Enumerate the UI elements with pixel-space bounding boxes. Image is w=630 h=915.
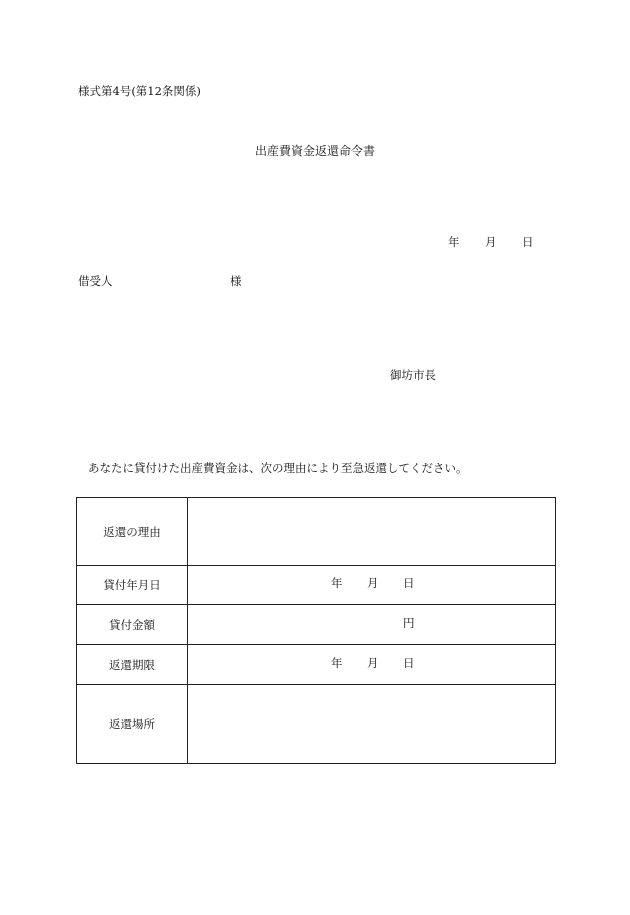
- table-row: [77, 645, 556, 685]
- repayment-info-table: [76, 497, 556, 764]
- reason-label: 返還の理由: [77, 498, 188, 566]
- loan-date-day: 日: [403, 576, 415, 590]
- reason-value: [188, 498, 556, 566]
- deadline-day: 日: [403, 655, 415, 670]
- table-row: [77, 605, 556, 645]
- deadline-value: [188, 645, 556, 685]
- place-value: [188, 685, 556, 764]
- form-number: 様式第4号(第12条関係): [78, 84, 201, 98]
- loan-date-month: 月: [367, 576, 379, 590]
- loan-date-year: 年: [331, 576, 343, 590]
- table-row: [77, 498, 556, 566]
- intro-text: あなたに貸付けた出産費資金は、次の理由により至急返還してください。: [88, 461, 468, 475]
- table-row: [77, 685, 556, 764]
- loan-amount-label: 貸付金額: [77, 605, 188, 645]
- issue-date-month: 月: [485, 235, 497, 249]
- deadline-label: 返還期限: [77, 645, 188, 685]
- table-row: [77, 566, 556, 605]
- borrower-honorific: 様: [230, 274, 242, 288]
- loan-amount-value: [188, 605, 556, 645]
- borrower-label: 借受人: [78, 274, 113, 288]
- issue-date-year: 年: [448, 235, 460, 249]
- issue-date-day: 日: [522, 235, 534, 249]
- deadline-month: 月: [367, 655, 379, 670]
- loan-amount-unit: 円: [403, 615, 415, 630]
- deadline-year: 年: [331, 655, 343, 670]
- issuer-name: 御坊市長: [390, 368, 436, 382]
- place-label: 返還場所: [77, 685, 188, 764]
- loan-date-value: [188, 566, 556, 605]
- loan-date-label: 貸付年月日: [77, 566, 188, 605]
- document-title: 出産費資金返還命令書: [254, 144, 375, 158]
